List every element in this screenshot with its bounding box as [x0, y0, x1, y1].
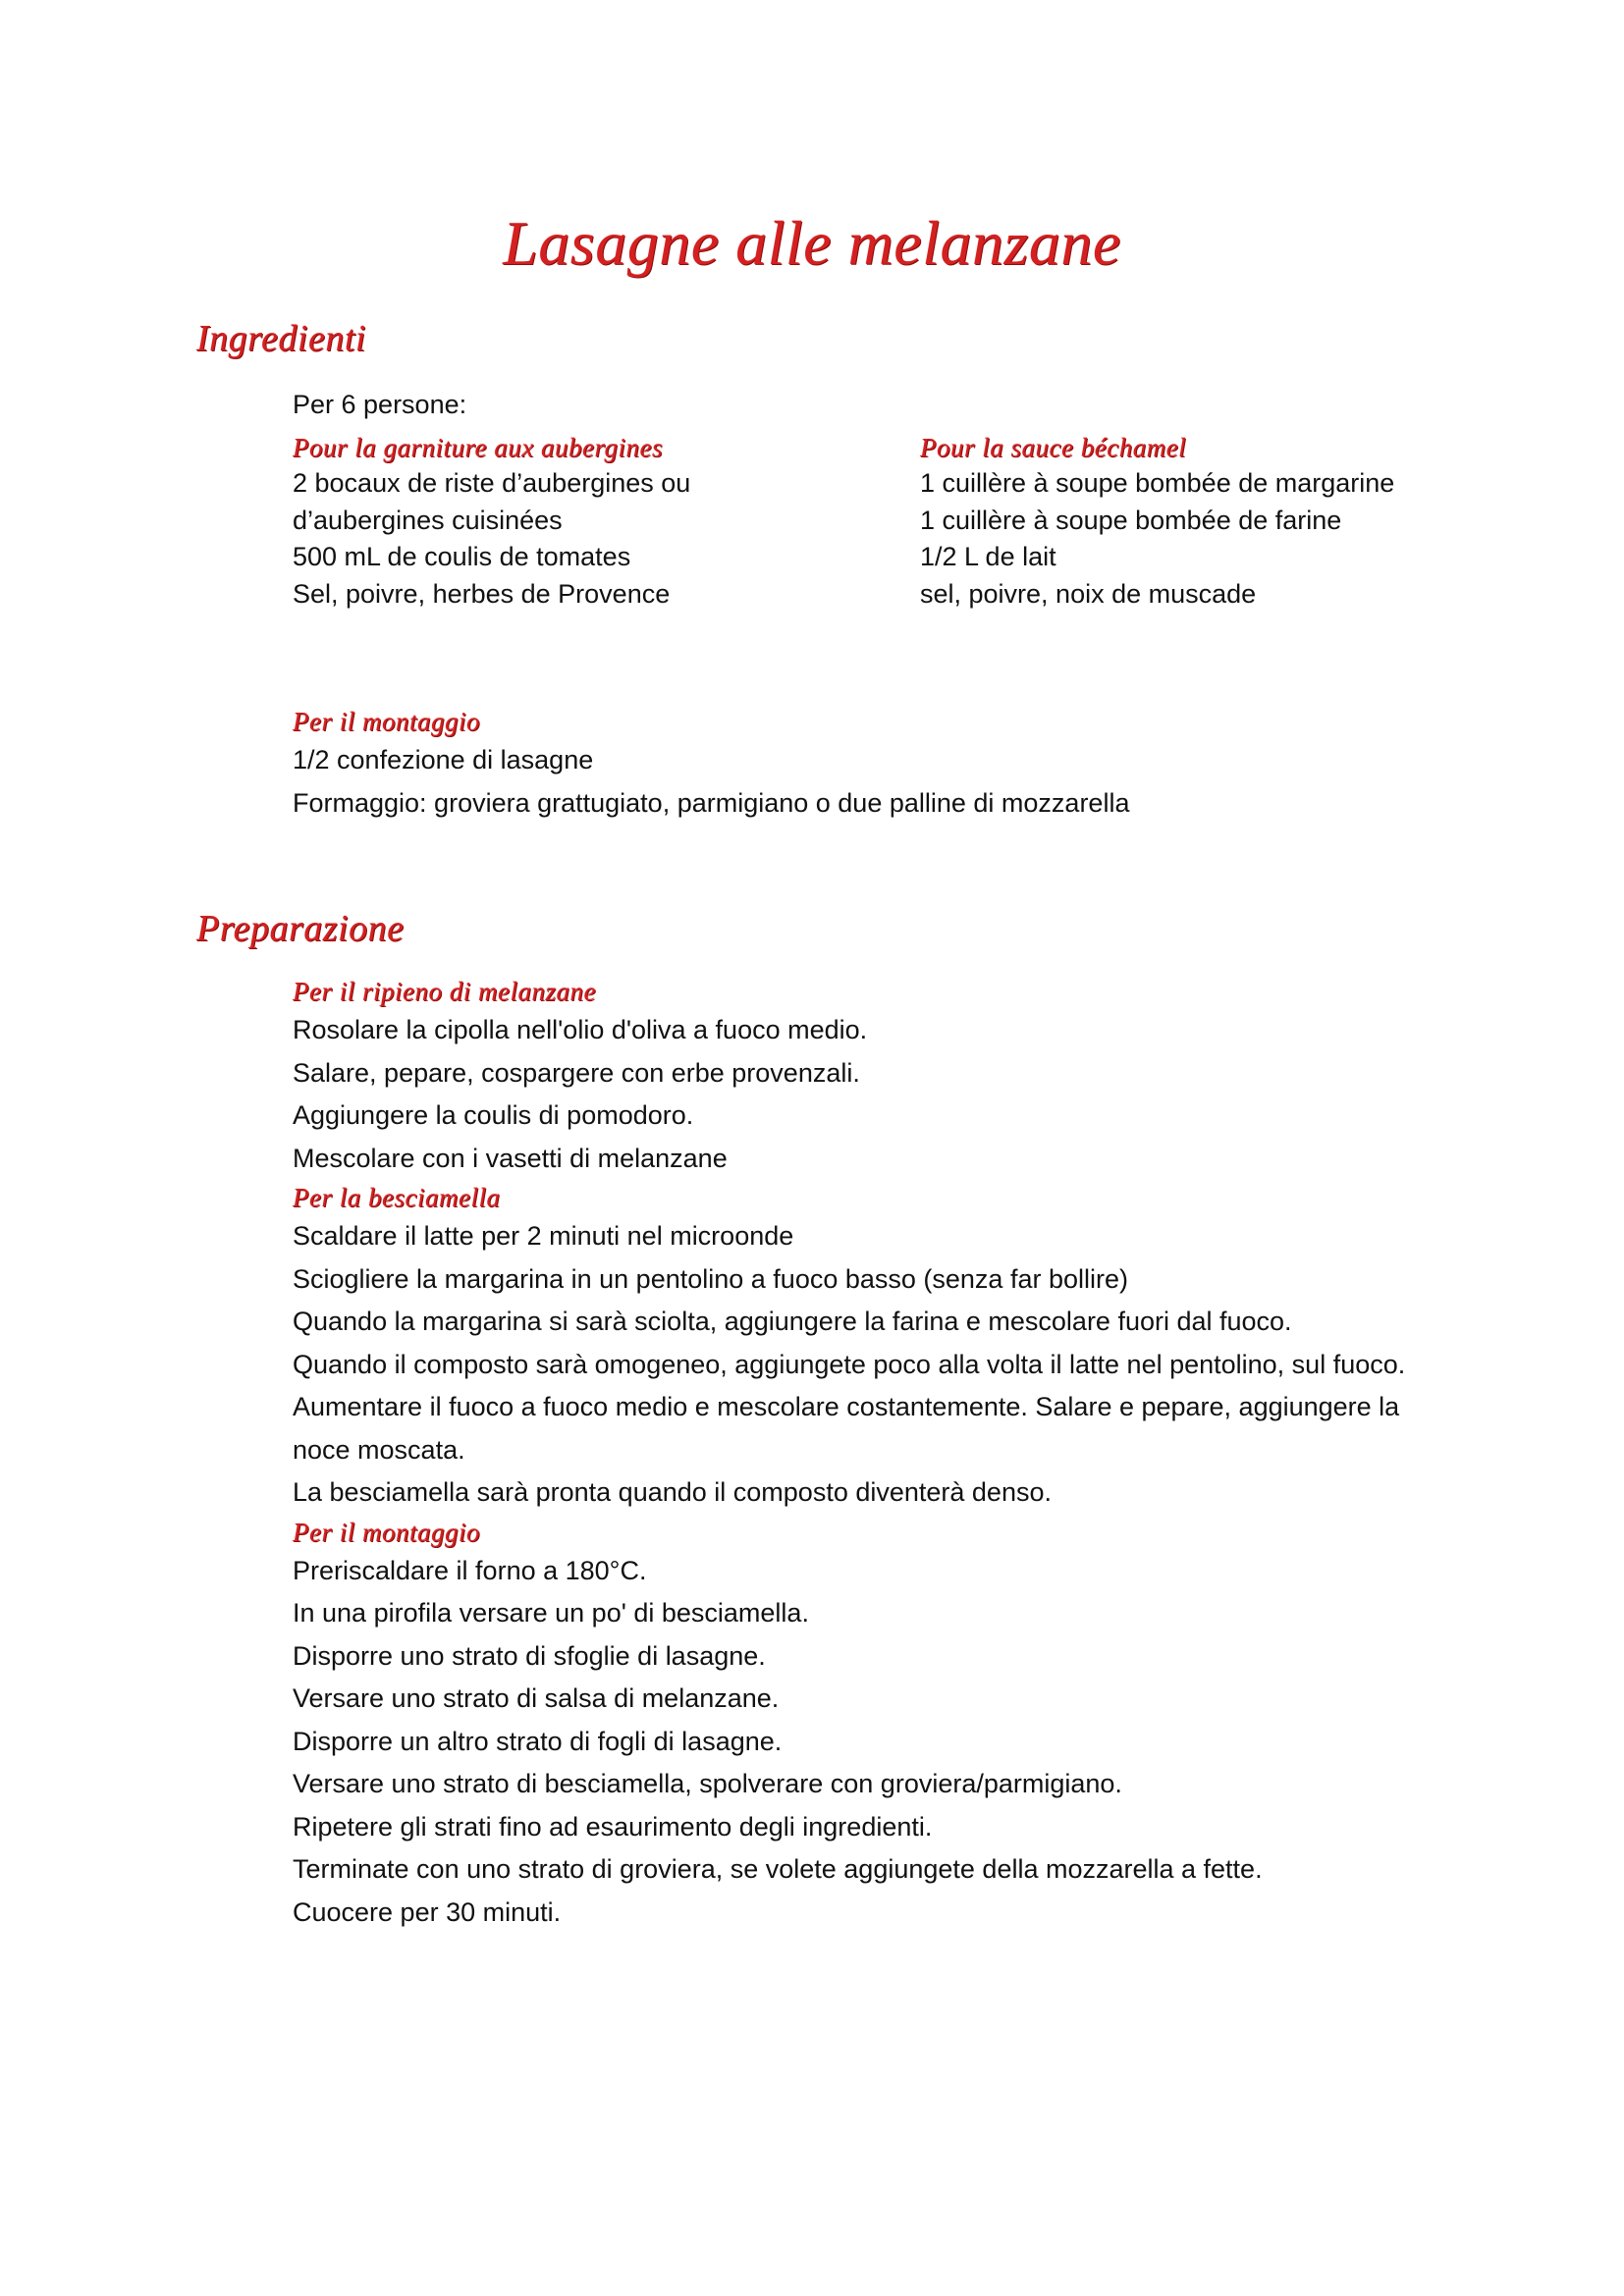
- montaggio-heading: Per il montaggio: [293, 1517, 480, 1547]
- bechamel-block: [920, 430, 1394, 613]
- step-line: La besciamella sarà pronta quando il composto diventerà denso.: [293, 1477, 1052, 1507]
- list-item: 1 cuillère à soupe bombée de farine: [920, 505, 1342, 535]
- step-line: Versare uno strato di salsa di melanzane.: [293, 1683, 780, 1713]
- step-line: In una pirofila versare un po' di besciamella.: [293, 1598, 809, 1628]
- step-line: Disporre uno strato di sfoglie di lasagne.: [293, 1640, 766, 1671]
- list-item: d’aubergines cuisinées: [293, 505, 563, 535]
- step-line: Quando la margarina si sarà sciolta, aggiungere la farina e mescolare fuori dal fuoco.: [293, 1307, 1292, 1336]
- list-item: 500 mL de coulis de tomates: [293, 542, 631, 571]
- list-item: Sel, poivre, herbes de Provence: [293, 578, 671, 609]
- page-title: Lasagne alle melanzane: [503, 208, 1121, 278]
- garniture-block: [293, 430, 690, 613]
- list-item: sel, poivre, noix de muscade: [920, 578, 1257, 609]
- servings-text: Per 6 persone:: [293, 390, 467, 419]
- step-line: Ripetere gli strati fino ad esaurimento degli ingredienti.: [293, 1811, 933, 1842]
- list-item: 1 cuillère à soupe bombée de margarine: [920, 468, 1395, 498]
- filling-heading: Per il ripieno di melanzane: [293, 977, 596, 1006]
- filling-steps: [293, 974, 1432, 1934]
- step-line: Preriscaldare il forno a 180°C.: [293, 1555, 647, 1585]
- step-line: Versare uno strato di besciamella, spolverare con groviera/parmigiano.: [293, 1769, 1122, 1798]
- step-line: Rosolare la cipolla nell'olio d'oliva a fuoco medio.: [293, 1015, 868, 1044]
- step-line: Mescolare con i vasetti di melanzane: [293, 1143, 728, 1173]
- list-item: Formaggio: groviera grattugiato, parmigiano o due palline di mozzarella: [293, 787, 1130, 818]
- bechamel-heading: Pour la sauce béchamel: [920, 433, 1187, 462]
- assembly-ingredients-heading: Per il montaggio: [293, 707, 480, 736]
- assembly-ingredients-block: [293, 704, 1129, 825]
- ingredients-heading: Ingredienti: [196, 318, 366, 359]
- preparation-heading: Preparazione: [196, 908, 405, 949]
- garniture-heading: Pour la garniture aux aubergines: [293, 433, 663, 462]
- list-item: 1/2 confezione di lasagne: [293, 745, 594, 774]
- step-line: Scaldare il latte per 2 minuti nel microonde: [293, 1221, 794, 1251]
- step-line: Aumentare il fuoco a fuoco medio e mescolare costantemente. Salare e pepare, aggiungere la noce moscata.: [293, 1392, 1400, 1465]
- step-line: Disporre un altro strato di fogli di lasagne.: [293, 1726, 783, 1756]
- step-line: Aggiungere la coulis di pomodoro.: [293, 1100, 694, 1130]
- step-line: Salare, pepare, cospargere con erbe provenzali.: [293, 1057, 860, 1088]
- step-line: Quando il composto sarà omogeneo, aggiungete poco alla volta il latte nel pentolino, sul fuoco.: [293, 1349, 1406, 1379]
- list-item: 1/2 L de lait: [920, 542, 1056, 571]
- besciamella-heading: Per la besciamella: [293, 1183, 501, 1212]
- step-line: Sciogliere la margarina in un pentolino a fuoco basso (senza far bollire): [293, 1263, 1128, 1294]
- servings-block: [293, 387, 466, 424]
- step-line: Terminate con uno strato di groviera, se volete aggiungete della mozzarella a fette.: [293, 1854, 1263, 1884]
- step-line: Cuocere per 30 minuti.: [293, 1896, 562, 1927]
- list-item: 2 bocaux de riste d’aubergines ou: [293, 468, 691, 498]
